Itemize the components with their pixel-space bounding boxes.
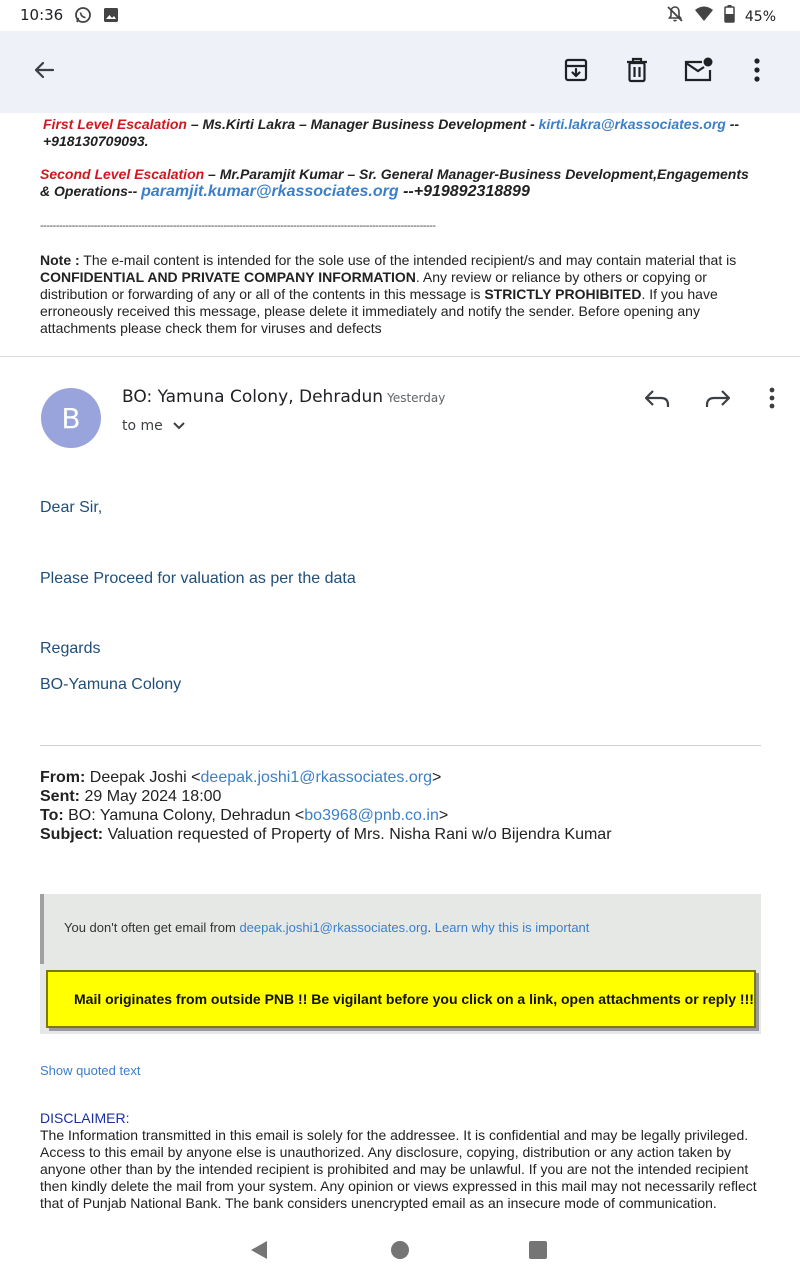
- nav-back-button[interactable]: [249, 1240, 269, 1265]
- from-label: From:: [40, 769, 86, 786]
- status-time: 10:36: [20, 6, 64, 24]
- separator-line: -----------------------------------------------------------------------------------------------------------------------------: [40, 220, 436, 232]
- subject-row: [40, 825, 612, 844]
- message-time: Yesterday: [387, 391, 446, 405]
- sent-date: 29 May 2024 18:00: [80, 788, 222, 805]
- nav-recents-button[interactable]: [528, 1240, 548, 1265]
- mark-unread-icon: [683, 57, 713, 88]
- home-nav-icon: [390, 1247, 410, 1264]
- first-level-phone: --+918130709093.: [43, 116, 740, 149]
- email-toolbar: [0, 31, 800, 113]
- note-label: Note :: [40, 252, 80, 268]
- to-name: BO: Yamuna Colony, Dehradun <: [63, 807, 305, 824]
- archive-button[interactable]: [559, 55, 593, 89]
- external-mail-banner: Mail originates from outside PNB !! Be vigilant before you click on a link, open attachments or reply !!!: [46, 970, 756, 1028]
- sent-label: Sent:: [40, 788, 80, 805]
- email-thread: [0, 113, 800, 1221]
- warning-dot: .: [427, 920, 435, 935]
- to-row: [40, 806, 612, 825]
- back-button[interactable]: [27, 55, 61, 89]
- avatar[interactable]: B: [41, 388, 101, 448]
- recipient-details-toggle[interactable]: [122, 418, 185, 434]
- second-level-text: – Mr.Paramjit Kumar – Sr. General Manager-Business Development,Engagements & Operations--: [40, 166, 749, 199]
- warning-accent-bar: [40, 894, 44, 964]
- message-divider: [0, 356, 800, 357]
- second-level-phone: --+919892318899: [398, 183, 530, 200]
- from-row: [40, 768, 612, 787]
- disclaimer-title: DISCLAIMER:: [40, 1110, 130, 1126]
- external-warning-box: [40, 894, 761, 1034]
- subject-text: Valuation requested of Property of Mrs. Nisha Rani w/o Bijendra Kumar: [103, 826, 612, 843]
- delete-button[interactable]: [620, 55, 654, 89]
- to-label: To:: [40, 807, 64, 824]
- status-bar: [0, 0, 800, 31]
- nav-home-button[interactable]: [390, 1240, 410, 1265]
- reply-button[interactable]: [640, 383, 674, 417]
- second-level-escalation: [40, 166, 762, 200]
- regards: Regards: [40, 640, 101, 657]
- whatsapp-icon: [74, 6, 92, 29]
- recents-nav-icon: [528, 1247, 548, 1264]
- system-navigation-bar: [0, 1221, 800, 1280]
- recipient-label: to me: [122, 418, 163, 434]
- battery-percent: 45%: [744, 8, 776, 25]
- first-level-text: – Ms.Kirti Lakra – Manager Business Development -: [186, 116, 539, 132]
- second-level-label: Second Level Escalation: [40, 166, 205, 182]
- first-level-email-link[interactable]: kirti.lakra@rkassociates.org: [538, 116, 726, 132]
- note-bold-2: STRICTLY PROHIBITED: [484, 286, 642, 302]
- sent-row: [40, 787, 612, 806]
- more-vert-icon: [768, 387, 776, 414]
- note-text-2: . Any review or reliance by others or copying or distribution or forwarding of any or all of the contents in this message is: [40, 269, 707, 302]
- to-end: >: [438, 807, 449, 824]
- subject-label: Subject:: [40, 826, 104, 843]
- chevron-down-icon: [173, 418, 185, 434]
- forward-button[interactable]: [701, 383, 735, 417]
- archive-icon: [563, 57, 589, 88]
- back-nav-icon: [249, 1247, 269, 1264]
- sender-line: [122, 387, 445, 407]
- disclaimer: [40, 1110, 764, 1212]
- sender-warning-text: [64, 920, 589, 935]
- reply-icon: [644, 388, 670, 413]
- note-bold-1: CONFIDENTIAL AND PRIVATE COMPANY INFORMATION: [40, 269, 416, 285]
- note-text-3: . If you have erroneously received this message, please delete it immediately and notify the sender. Before opening any attachments please check them for viruses and defects: [40, 286, 718, 336]
- confidentiality-note: [40, 252, 762, 337]
- from-name: Deepak Joshi <: [85, 769, 201, 786]
- first-level-label: First Level Escalation: [43, 116, 187, 132]
- forward-divider: [40, 745, 761, 746]
- battery-icon: [724, 5, 735, 28]
- arrow-left-icon: [32, 58, 56, 87]
- first-level-escalation: [40, 116, 762, 150]
- forwarded-headers: [40, 768, 612, 844]
- warning-email-link[interactable]: deepak.joshi1@rkassociates.org: [239, 920, 428, 935]
- sender-name: BO: Yamuna Colony, Dehradun: [122, 387, 384, 407]
- show-quoted-text-link[interactable]: Show quoted text: [40, 1063, 141, 1078]
- mark-unread-button[interactable]: [681, 55, 715, 89]
- from-email-link[interactable]: deepak.joshi1@rkassociates.org: [200, 769, 432, 786]
- forward-icon: [705, 388, 731, 413]
- learn-why-link[interactable]: Learn why this is important: [434, 920, 590, 935]
- more-vert-icon: [753, 58, 761, 87]
- gallery-icon: [102, 6, 120, 29]
- message-body: Please Proceed for valuation as per the data: [40, 570, 356, 587]
- delete-icon: [625, 57, 649, 88]
- greeting: Dear Sir,: [40, 499, 103, 516]
- message-more-button[interactable]: [755, 383, 789, 417]
- wifi-icon: [694, 5, 714, 28]
- previous-message: [40, 113, 762, 337]
- from-end: >: [432, 769, 442, 786]
- warning-prefix: You don't often get email from: [64, 920, 240, 935]
- second-level-email-link[interactable]: paramjit.kumar@rkassociates.org: [141, 183, 399, 200]
- mute-icon: [666, 5, 684, 28]
- more-options-button[interactable]: [740, 55, 774, 89]
- signature: BO-Yamuna Colony: [40, 676, 182, 693]
- note-text-1: The e-mail content is intended for the sole use of the intended recipient/s and may contain material that is: [79, 252, 737, 268]
- to-email-link[interactable]: bo3968@pnb.co.in: [304, 807, 439, 824]
- disclaimer-text: The Information transmitted in this email is solely for the addressee. It is confidential and may be legally privileged. Access to this email by anyone else is unauthorized. Any disclosure, copying, distribution or any action taken by anyone other than by the intended recipient is prohibited and may be unlawful. If you are not the intended recipient then kindly delete the mail from your system. Any opinion or views expressed in this mail may not necessarily reflect that of Punjab National Bank. The bank considers unencrypted email as an insecure mode of communication.: [40, 1127, 757, 1211]
